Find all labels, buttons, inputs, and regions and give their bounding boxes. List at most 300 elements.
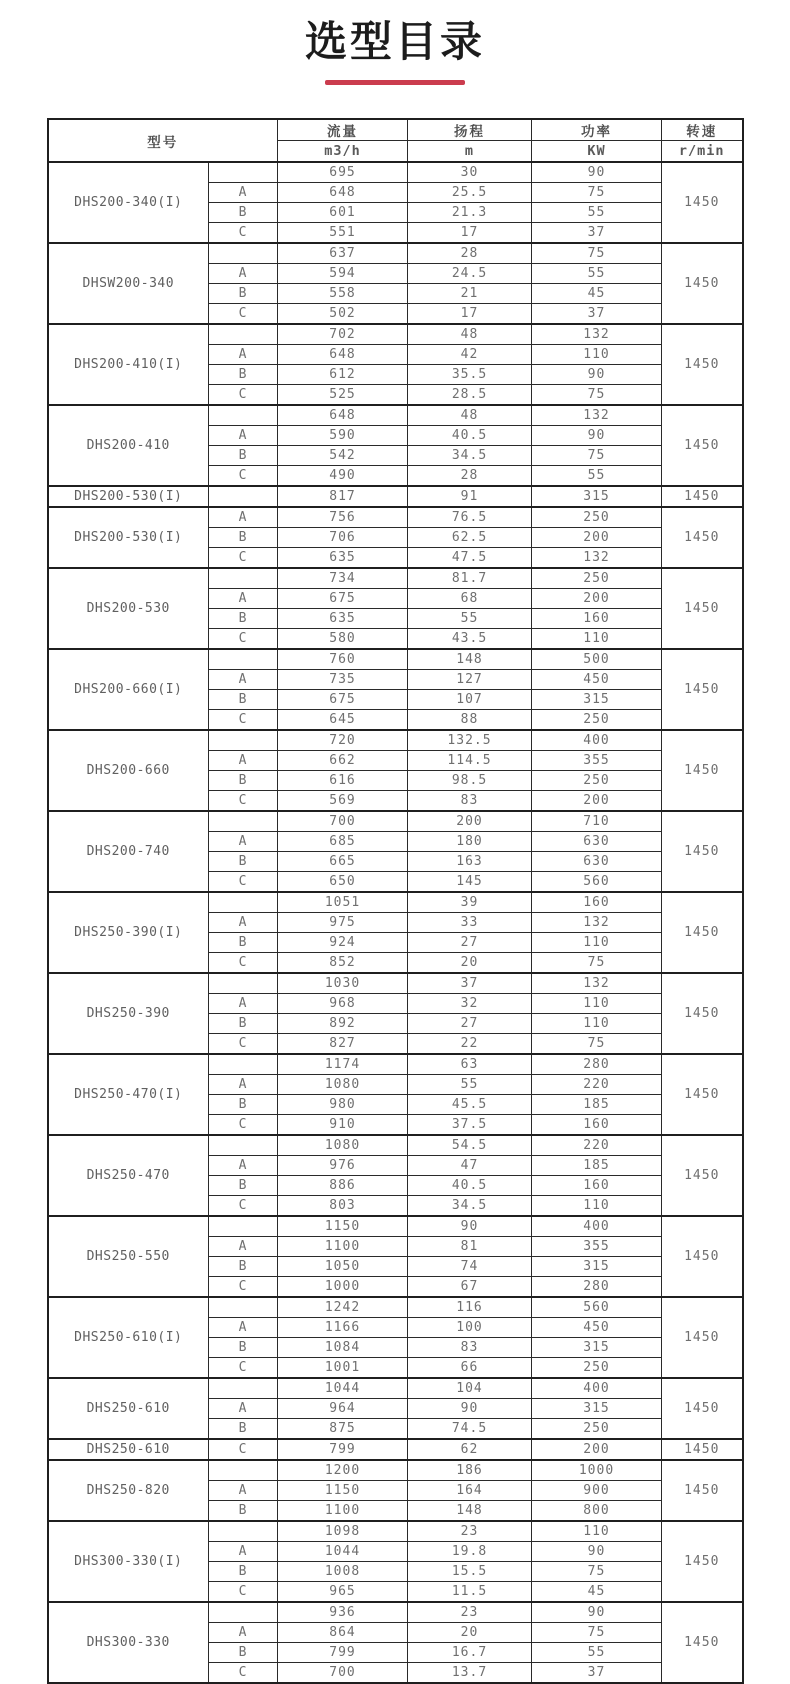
- flow-cell: 964: [278, 1399, 408, 1419]
- head-cell: 66: [408, 1358, 532, 1379]
- power-cell: 75: [532, 183, 662, 203]
- speed-cell: 1450: [662, 405, 743, 486]
- flow-cell: 1200: [278, 1460, 408, 1481]
- flow-cell: 910: [278, 1115, 408, 1136]
- flow-cell: 1044: [278, 1378, 408, 1399]
- power-cell: 800: [532, 1501, 662, 1522]
- head-cell: 90: [408, 1399, 532, 1419]
- power-cell: 110: [532, 345, 662, 365]
- head-cell: 83: [408, 791, 532, 812]
- table-row: [48, 1602, 743, 1623]
- flow-cell: 1051: [278, 892, 408, 913]
- head-cell: 40.5: [408, 1176, 532, 1196]
- head-cell: 74: [408, 1257, 532, 1277]
- grade-cell: C: [209, 1196, 278, 1217]
- head-cell: 22: [408, 1034, 532, 1055]
- flow-cell: 490: [278, 466, 408, 487]
- flow-cell: 1080: [278, 1075, 408, 1095]
- flow-cell: 542: [278, 446, 408, 466]
- speed-cell: 1450: [662, 1054, 743, 1135]
- head-cell: 148: [408, 649, 532, 670]
- table-row: [48, 730, 743, 751]
- power-cell: 37: [532, 223, 662, 244]
- model-cell: DHS250-610: [48, 1378, 209, 1439]
- model-cell: DHS200-340(I): [48, 162, 209, 243]
- head-cell: 21: [408, 284, 532, 304]
- header-head-unit: m: [408, 141, 532, 163]
- header-power-unit: KW: [532, 141, 662, 163]
- flow-cell: 662: [278, 751, 408, 771]
- flow-cell: 695: [278, 162, 408, 183]
- power-cell: 45: [532, 284, 662, 304]
- flow-cell: 1001: [278, 1358, 408, 1379]
- flow-cell: 1084: [278, 1338, 408, 1358]
- flow-cell: 892: [278, 1014, 408, 1034]
- grade-cell: B: [209, 203, 278, 223]
- grade-cell: C: [209, 1358, 278, 1379]
- power-cell: 315: [532, 1399, 662, 1419]
- power-cell: 400: [532, 1378, 662, 1399]
- flow-cell: 864: [278, 1623, 408, 1643]
- head-cell: 11.5: [408, 1582, 532, 1603]
- flow-cell: 734: [278, 568, 408, 589]
- flow-cell: 648: [278, 405, 408, 426]
- grade-cell: [209, 243, 278, 264]
- flow-cell: 648: [278, 345, 408, 365]
- power-cell: 37: [532, 304, 662, 325]
- head-cell: 81: [408, 1237, 532, 1257]
- power-cell: 250: [532, 568, 662, 589]
- header-speed: 转速: [662, 119, 743, 141]
- head-cell: 116: [408, 1297, 532, 1318]
- power-cell: 75: [532, 953, 662, 974]
- model-cell: DHS200-410: [48, 405, 209, 486]
- head-cell: 62.5: [408, 528, 532, 548]
- power-cell: 315: [532, 1338, 662, 1358]
- head-cell: 91: [408, 486, 532, 507]
- head-cell: 28: [408, 466, 532, 487]
- power-cell: 315: [532, 1257, 662, 1277]
- table-row: [48, 486, 743, 507]
- model-cell: DHS250-820: [48, 1460, 209, 1521]
- head-cell: 20: [408, 953, 532, 974]
- flow-cell: 558: [278, 284, 408, 304]
- grade-cell: A: [209, 589, 278, 609]
- head-cell: 186: [408, 1460, 532, 1481]
- speed-cell: 1450: [662, 243, 743, 324]
- speed-cell: 1450: [662, 1135, 743, 1216]
- power-cell: 90: [532, 1542, 662, 1562]
- speed-cell: 1450: [662, 486, 743, 507]
- flow-cell: 1150: [278, 1481, 408, 1501]
- head-cell: 33: [408, 913, 532, 933]
- grade-cell: C: [209, 953, 278, 974]
- power-cell: 110: [532, 1196, 662, 1217]
- flow-cell: 525: [278, 385, 408, 406]
- power-cell: 400: [532, 1216, 662, 1237]
- head-cell: 16.7: [408, 1643, 532, 1663]
- table-row: [48, 324, 743, 345]
- speed-cell: 1450: [662, 568, 743, 649]
- power-cell: 55: [532, 203, 662, 223]
- flow-cell: 502: [278, 304, 408, 325]
- power-cell: 160: [532, 609, 662, 629]
- grade-cell: C: [209, 304, 278, 325]
- grade-cell: [209, 892, 278, 913]
- grade-cell: [209, 811, 278, 832]
- grade-cell: B: [209, 1419, 278, 1440]
- head-cell: 48: [408, 324, 532, 345]
- power-cell: 160: [532, 892, 662, 913]
- grade-cell: A: [209, 1075, 278, 1095]
- head-cell: 98.5: [408, 771, 532, 791]
- power-cell: 560: [532, 1297, 662, 1318]
- grade-cell: B: [209, 852, 278, 872]
- power-cell: 200: [532, 528, 662, 548]
- power-cell: 250: [532, 1358, 662, 1379]
- flow-cell: 1080: [278, 1135, 408, 1156]
- table-row: [48, 811, 743, 832]
- flow-cell: 1044: [278, 1542, 408, 1562]
- grade-cell: [209, 730, 278, 751]
- grade-cell: C: [209, 1582, 278, 1603]
- power-cell: 185: [532, 1095, 662, 1115]
- flow-cell: 569: [278, 791, 408, 812]
- grade-cell: A: [209, 507, 278, 528]
- grade-cell: B: [209, 446, 278, 466]
- grade-cell: C: [209, 548, 278, 569]
- flow-cell: 799: [278, 1643, 408, 1663]
- flow-cell: 645: [278, 710, 408, 731]
- power-cell: 250: [532, 507, 662, 528]
- grade-cell: A: [209, 264, 278, 284]
- flow-cell: 886: [278, 1176, 408, 1196]
- table-row: [48, 568, 743, 589]
- power-cell: 220: [532, 1075, 662, 1095]
- head-cell: 35.5: [408, 365, 532, 385]
- grade-cell: [209, 324, 278, 345]
- flow-cell: 1100: [278, 1237, 408, 1257]
- power-cell: 132: [532, 324, 662, 345]
- flow-cell: 650: [278, 872, 408, 893]
- grade-cell: B: [209, 609, 278, 629]
- power-cell: 1000: [532, 1460, 662, 1481]
- table-row: [48, 1460, 743, 1481]
- head-cell: 63: [408, 1054, 532, 1075]
- flow-cell: 1000: [278, 1277, 408, 1298]
- power-cell: 630: [532, 832, 662, 852]
- speed-cell: 1450: [662, 730, 743, 811]
- table-row: [48, 973, 743, 994]
- power-cell: 110: [532, 629, 662, 650]
- head-cell: 48: [408, 405, 532, 426]
- grade-cell: A: [209, 1623, 278, 1643]
- grade-cell: B: [209, 771, 278, 791]
- head-cell: 28: [408, 243, 532, 264]
- speed-cell: 1450: [662, 1439, 743, 1460]
- power-cell: 710: [532, 811, 662, 832]
- grade-cell: B: [209, 933, 278, 953]
- head-cell: 30: [408, 162, 532, 183]
- flow-cell: 590: [278, 426, 408, 446]
- flow-cell: 685: [278, 832, 408, 852]
- head-cell: 17: [408, 304, 532, 325]
- flow-cell: 1242: [278, 1297, 408, 1318]
- header-head: 扬程: [408, 119, 532, 141]
- grade-cell: A: [209, 1318, 278, 1338]
- flow-cell: 1030: [278, 973, 408, 994]
- grade-cell: [209, 1216, 278, 1237]
- grade-cell: [209, 1521, 278, 1542]
- header-model: 型号: [48, 119, 278, 162]
- table-row: [48, 1135, 743, 1156]
- grade-cell: A: [209, 1399, 278, 1419]
- flow-cell: 700: [278, 811, 408, 832]
- grade-cell: B: [209, 1095, 278, 1115]
- table-row: [48, 1439, 743, 1460]
- head-cell: 114.5: [408, 751, 532, 771]
- head-cell: 17: [408, 223, 532, 244]
- table-row: [48, 1378, 743, 1399]
- power-cell: 90: [532, 426, 662, 446]
- model-cell: DHS250-390(I): [48, 892, 209, 973]
- head-cell: 13.7: [408, 1663, 532, 1684]
- power-cell: 315: [532, 690, 662, 710]
- head-cell: 76.5: [408, 507, 532, 528]
- grade-cell: A: [209, 670, 278, 690]
- power-cell: 132: [532, 548, 662, 569]
- speed-cell: 1450: [662, 1521, 743, 1602]
- header-speed-unit: r/min: [662, 141, 743, 163]
- flow-cell: 1150: [278, 1216, 408, 1237]
- grade-cell: A: [209, 913, 278, 933]
- power-cell: 75: [532, 385, 662, 406]
- speed-cell: 1450: [662, 892, 743, 973]
- head-cell: 27: [408, 1014, 532, 1034]
- power-cell: 45: [532, 1582, 662, 1603]
- grade-cell: C: [209, 466, 278, 487]
- power-cell: 200: [532, 1439, 662, 1460]
- speed-cell: 1450: [662, 649, 743, 730]
- flow-cell: 580: [278, 629, 408, 650]
- speed-cell: 1450: [662, 1216, 743, 1297]
- head-cell: 148: [408, 1501, 532, 1522]
- head-cell: 62: [408, 1439, 532, 1460]
- head-cell: 163: [408, 852, 532, 872]
- head-cell: 21.3: [408, 203, 532, 223]
- table-row: [48, 243, 743, 264]
- speed-cell: 1450: [662, 973, 743, 1054]
- grade-cell: B: [209, 528, 278, 548]
- power-cell: 110: [532, 1014, 662, 1034]
- power-cell: 500: [532, 649, 662, 670]
- grade-cell: A: [209, 1156, 278, 1176]
- power-cell: 200: [532, 791, 662, 812]
- grade-cell: C: [209, 710, 278, 731]
- head-cell: 81.7: [408, 568, 532, 589]
- flow-cell: 616: [278, 771, 408, 791]
- flow-cell: 700: [278, 1663, 408, 1684]
- flow-cell: 665: [278, 852, 408, 872]
- table-row: [48, 1054, 743, 1075]
- power-cell: 355: [532, 751, 662, 771]
- model-cell: DHS300-330: [48, 1602, 209, 1683]
- flow-cell: 1050: [278, 1257, 408, 1277]
- table-row: [48, 405, 743, 426]
- flow-cell: 1100: [278, 1501, 408, 1522]
- power-cell: 220: [532, 1135, 662, 1156]
- model-cell: DHS250-470(I): [48, 1054, 209, 1135]
- flow-cell: 675: [278, 690, 408, 710]
- table-header: [48, 119, 743, 162]
- grade-cell: B: [209, 365, 278, 385]
- grade-cell: B: [209, 1501, 278, 1522]
- flow-cell: 594: [278, 264, 408, 284]
- speed-cell: 1450: [662, 1460, 743, 1521]
- head-cell: 28.5: [408, 385, 532, 406]
- head-cell: 47.5: [408, 548, 532, 569]
- power-cell: 355: [532, 1237, 662, 1257]
- model-cell: DHS250-550: [48, 1216, 209, 1297]
- power-cell: 630: [532, 852, 662, 872]
- flow-cell: 612: [278, 365, 408, 385]
- grade-cell: C: [209, 1277, 278, 1298]
- header-power: 功率: [532, 119, 662, 141]
- head-cell: 132.5: [408, 730, 532, 751]
- head-cell: 47: [408, 1156, 532, 1176]
- grade-cell: A: [209, 1542, 278, 1562]
- power-cell: 200: [532, 589, 662, 609]
- model-cell: DHS250-390: [48, 973, 209, 1054]
- power-cell: 132: [532, 913, 662, 933]
- model-cell: DHS200-740: [48, 811, 209, 892]
- flow-cell: 817: [278, 486, 408, 507]
- head-cell: 100: [408, 1318, 532, 1338]
- head-cell: 127: [408, 670, 532, 690]
- head-cell: 15.5: [408, 1562, 532, 1582]
- power-cell: 110: [532, 933, 662, 953]
- head-cell: 20: [408, 1623, 532, 1643]
- grade-cell: [209, 649, 278, 670]
- table-row: [48, 1216, 743, 1237]
- flow-cell: 1166: [278, 1318, 408, 1338]
- grade-cell: B: [209, 1338, 278, 1358]
- flow-cell: 720: [278, 730, 408, 751]
- power-cell: 450: [532, 1318, 662, 1338]
- head-cell: 27: [408, 933, 532, 953]
- flow-cell: 675: [278, 589, 408, 609]
- flow-cell: 601: [278, 203, 408, 223]
- head-cell: 34.5: [408, 446, 532, 466]
- model-cell: DHS250-610(I): [48, 1297, 209, 1378]
- header-flow: 流量: [278, 119, 408, 141]
- power-cell: 280: [532, 1277, 662, 1298]
- model-cell: DHS250-610: [48, 1439, 209, 1460]
- grade-cell: B: [209, 690, 278, 710]
- power-cell: 110: [532, 1521, 662, 1542]
- flow-cell: 756: [278, 507, 408, 528]
- flow-cell: 976: [278, 1156, 408, 1176]
- head-cell: 55: [408, 609, 532, 629]
- table-row: [48, 649, 743, 670]
- head-cell: 23: [408, 1602, 532, 1623]
- model-cell: DHS200-660(I): [48, 649, 209, 730]
- power-cell: 250: [532, 771, 662, 791]
- power-cell: 400: [532, 730, 662, 751]
- grade-cell: [209, 162, 278, 183]
- speed-cell: 1450: [662, 324, 743, 405]
- grade-cell: A: [209, 183, 278, 203]
- power-cell: 75: [532, 446, 662, 466]
- power-cell: 280: [532, 1054, 662, 1075]
- grade-cell: A: [209, 751, 278, 771]
- power-cell: 75: [532, 1034, 662, 1055]
- model-cell: DHS200-530(I): [48, 486, 209, 507]
- flow-cell: 975: [278, 913, 408, 933]
- flow-cell: 965: [278, 1582, 408, 1603]
- flow-cell: 799: [278, 1439, 408, 1460]
- table-row: [48, 892, 743, 913]
- power-cell: 160: [532, 1115, 662, 1136]
- model-cell: DHS200-410(I): [48, 324, 209, 405]
- grade-cell: [209, 568, 278, 589]
- grade-cell: C: [209, 1034, 278, 1055]
- flow-cell: 635: [278, 548, 408, 569]
- grade-cell: C: [209, 872, 278, 893]
- grade-cell: A: [209, 426, 278, 446]
- speed-cell: 1450: [662, 507, 743, 568]
- power-cell: 315: [532, 486, 662, 507]
- model-cell: DHS300-330(I): [48, 1521, 209, 1602]
- grade-cell: B: [209, 1643, 278, 1663]
- power-cell: 900: [532, 1481, 662, 1501]
- power-cell: 250: [532, 710, 662, 731]
- flow-cell: 852: [278, 953, 408, 974]
- head-cell: 25.5: [408, 183, 532, 203]
- head-cell: 90: [408, 1216, 532, 1237]
- model-cell: DHS250-470: [48, 1135, 209, 1216]
- power-cell: 55: [532, 1643, 662, 1663]
- power-cell: 90: [532, 1602, 662, 1623]
- grade-cell: C: [209, 1663, 278, 1684]
- head-cell: 23: [408, 1521, 532, 1542]
- grade-cell: C: [209, 1115, 278, 1136]
- head-cell: 55: [408, 1075, 532, 1095]
- power-cell: 132: [532, 973, 662, 994]
- title-underline: [325, 80, 465, 85]
- grade-cell: A: [209, 1237, 278, 1257]
- power-cell: 37: [532, 1663, 662, 1684]
- head-cell: 43.5: [408, 629, 532, 650]
- head-cell: 68: [408, 589, 532, 609]
- head-cell: 37: [408, 973, 532, 994]
- head-cell: 107: [408, 690, 532, 710]
- power-cell: 90: [532, 162, 662, 183]
- grade-cell: A: [209, 832, 278, 852]
- speed-cell: 1450: [662, 1378, 743, 1439]
- power-cell: 75: [532, 243, 662, 264]
- speed-cell: 1450: [662, 811, 743, 892]
- grade-cell: B: [209, 1176, 278, 1196]
- grade-cell: B: [209, 1257, 278, 1277]
- head-cell: 42: [408, 345, 532, 365]
- grade-cell: [209, 486, 278, 507]
- head-cell: 104: [408, 1378, 532, 1399]
- grade-cell: C: [209, 629, 278, 650]
- grade-cell: C: [209, 385, 278, 406]
- grade-cell: [209, 1602, 278, 1623]
- head-cell: 45.5: [408, 1095, 532, 1115]
